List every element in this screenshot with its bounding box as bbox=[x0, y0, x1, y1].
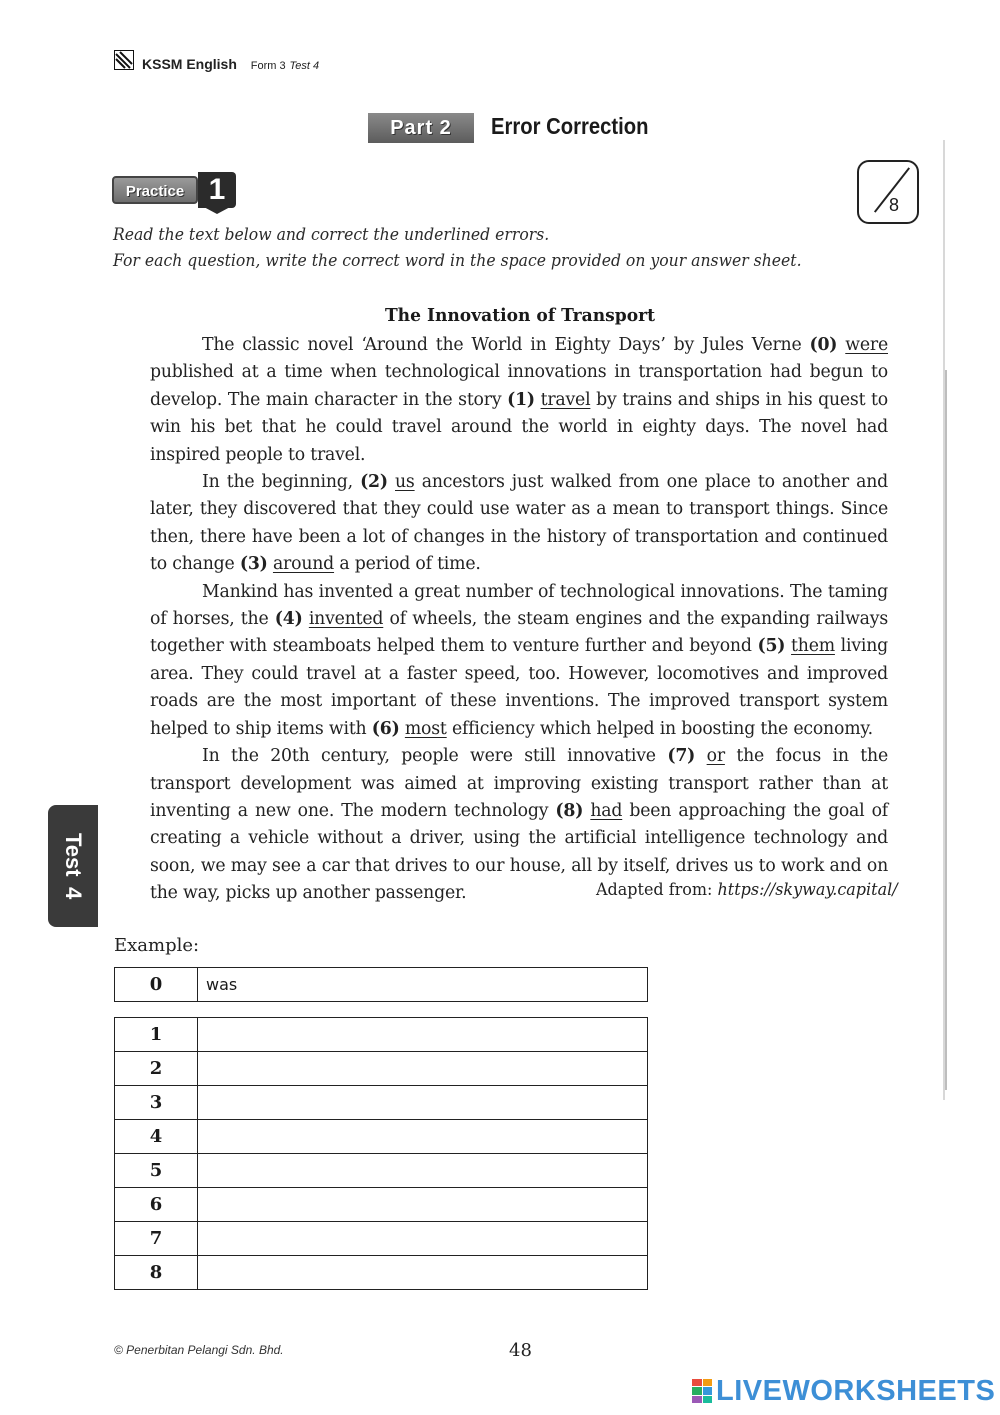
question-marker: (6) bbox=[371, 718, 400, 739]
example-number: 0 bbox=[115, 968, 198, 1002]
answer-field-2[interactable] bbox=[198, 1052, 648, 1086]
example-row bbox=[115, 968, 648, 1002]
text-span: The classic novel ‘Around the World in Eighty Days’ by Jules Verne bbox=[202, 335, 810, 355]
answer-field-8[interactable] bbox=[198, 1256, 648, 1290]
text-span: efficiency which helped in boosting the economy. bbox=[446, 718, 873, 739]
underlined-error: most bbox=[404, 718, 447, 739]
question-marker: (4) bbox=[274, 609, 303, 630]
answer-table bbox=[114, 1017, 648, 1290]
example-answer: was bbox=[198, 968, 648, 1002]
text-span: In the 20th century, people were still innovative bbox=[202, 746, 668, 767]
answer-number: 3 bbox=[115, 1086, 198, 1120]
answer-field-1[interactable] bbox=[198, 1018, 648, 1052]
book-test: Test 4 bbox=[289, 60, 320, 72]
underlined-error: us bbox=[395, 472, 415, 493]
answer-field-6[interactable] bbox=[198, 1188, 648, 1222]
text-span: living area. They could travel at a faster speed, too. However, locomotives and improved roads are the most important of these inventions. The improved transport system helped to ship items with bbox=[150, 636, 889, 739]
example-label: Example: bbox=[114, 935, 200, 956]
text-span: of wheels, the steam engines and the expanding railways together with steamboats helped them to venture further and beyond bbox=[150, 609, 888, 657]
answer-number: 5 bbox=[115, 1154, 198, 1188]
underlined-error: or bbox=[706, 746, 725, 767]
book-form: Form 3 bbox=[250, 60, 286, 72]
publisher-logo-icon bbox=[114, 50, 134, 70]
text-span: by trains and ships in his quest to win his bet that he could travel around the world in eighty days. The novel had inspired people to travel. bbox=[150, 389, 888, 465]
underlined-error: travel bbox=[540, 389, 591, 410]
copyright: © Penerbitan Pelangi Sdn. Bhd. bbox=[114, 1343, 284, 1357]
book-title: KSSM English bbox=[142, 56, 237, 72]
liveworksheets-icon bbox=[692, 1379, 712, 1403]
answer-number: 6 bbox=[115, 1188, 198, 1222]
liveworksheets-logo bbox=[692, 1376, 995, 1406]
side-tab-number: 4 bbox=[61, 886, 86, 899]
answer-row bbox=[115, 1052, 648, 1086]
part-badge: Part 2 bbox=[368, 113, 474, 143]
answer-field-5[interactable] bbox=[198, 1154, 648, 1188]
source-prefix: Adapted from: bbox=[596, 880, 718, 900]
question-marker: (3) bbox=[239, 554, 268, 575]
text-span: a period of time. bbox=[334, 554, 481, 575]
source-url: https://skyway.capital/ bbox=[717, 880, 898, 900]
source-attribution bbox=[596, 880, 898, 900]
answer-field-4[interactable] bbox=[198, 1120, 648, 1154]
side-tab-title: Test bbox=[61, 833, 86, 877]
liveworksheets-wordmark: LIVEWORKSHEETS bbox=[716, 1375, 996, 1407]
question-marker: (8) bbox=[555, 800, 584, 821]
answer-row bbox=[115, 1154, 648, 1188]
text-span: published at a time when technological innovations in transportation had begun to develop. The main character in the story bbox=[150, 362, 888, 410]
answer-field-3[interactable] bbox=[198, 1086, 648, 1120]
example-table bbox=[114, 967, 648, 1002]
underlined-error: invented bbox=[308, 609, 384, 630]
underlined-error: were bbox=[845, 335, 888, 355]
question-marker: (1) bbox=[507, 389, 535, 410]
side-tab-label bbox=[48, 805, 98, 927]
practice-badge: Practice bbox=[112, 176, 198, 204]
underlined-error: them bbox=[791, 636, 835, 657]
text-span: the focus in the transport development was aimed at improving existing transport rather than at inventing a new one. The modern technology bbox=[150, 746, 889, 821]
passage bbox=[150, 332, 888, 908]
answer-number: 2 bbox=[115, 1052, 198, 1086]
answer-field-7[interactable] bbox=[198, 1222, 648, 1256]
question-marker: (7) bbox=[667, 746, 696, 767]
practice-badge-tail bbox=[202, 206, 232, 214]
text-span: ancestors just walked from one place to another and later, they discovered that they could use water as a mean to transport things. Since then, there have been a lot of changes in the history of transportation and continued to change bbox=[150, 472, 888, 575]
answer-row bbox=[115, 1256, 648, 1290]
answer-number: 4 bbox=[115, 1120, 198, 1154]
paragraph-1 bbox=[150, 332, 888, 469]
answer-row bbox=[115, 1188, 648, 1222]
text-span: been approaching the goal of creating a vehicle without a driver, using the artificial intelligence technology and soon, we may see a car that drives to our house, all by itself, drives us to work and on the way, picks up another passenger. bbox=[150, 800, 889, 904]
answer-row bbox=[115, 1086, 648, 1120]
answer-number: 7 bbox=[115, 1222, 198, 1256]
article-title: The Innovation of Transport bbox=[384, 305, 656, 326]
underlined-error: had bbox=[590, 800, 623, 821]
question-marker: (2) bbox=[360, 472, 388, 493]
section-title: Error Correction bbox=[491, 113, 649, 139]
answer-number: 8 bbox=[115, 1256, 198, 1290]
text-span: In the beginning, bbox=[202, 472, 361, 493]
instruction-line-1: Read the text below and correct the underlined errors. bbox=[113, 225, 550, 245]
practice-number: 1 bbox=[198, 172, 236, 208]
underlined-error: around bbox=[272, 554, 335, 575]
answer-number: 1 bbox=[115, 1018, 198, 1052]
page-number: 48 bbox=[509, 1340, 532, 1361]
paragraph-2 bbox=[150, 469, 888, 579]
instructions bbox=[113, 222, 802, 274]
text-span: Mankind has invented a great number of technological innovations. The taming of horses, the bbox=[150, 581, 888, 630]
answer-row bbox=[115, 1222, 648, 1256]
question-marker: (5) bbox=[757, 636, 786, 657]
question-marker: (0) bbox=[809, 335, 838, 355]
paragraph-3 bbox=[150, 579, 888, 743]
instruction-line-2: For each question, write the correct word in the space provided on your answer sheet. bbox=[113, 251, 802, 271]
book-header bbox=[142, 56, 319, 72]
page-edge-line bbox=[945, 370, 947, 1090]
answer-row bbox=[115, 1018, 648, 1052]
answer-row bbox=[115, 1120, 648, 1154]
score-total: 8 bbox=[889, 195, 900, 215]
